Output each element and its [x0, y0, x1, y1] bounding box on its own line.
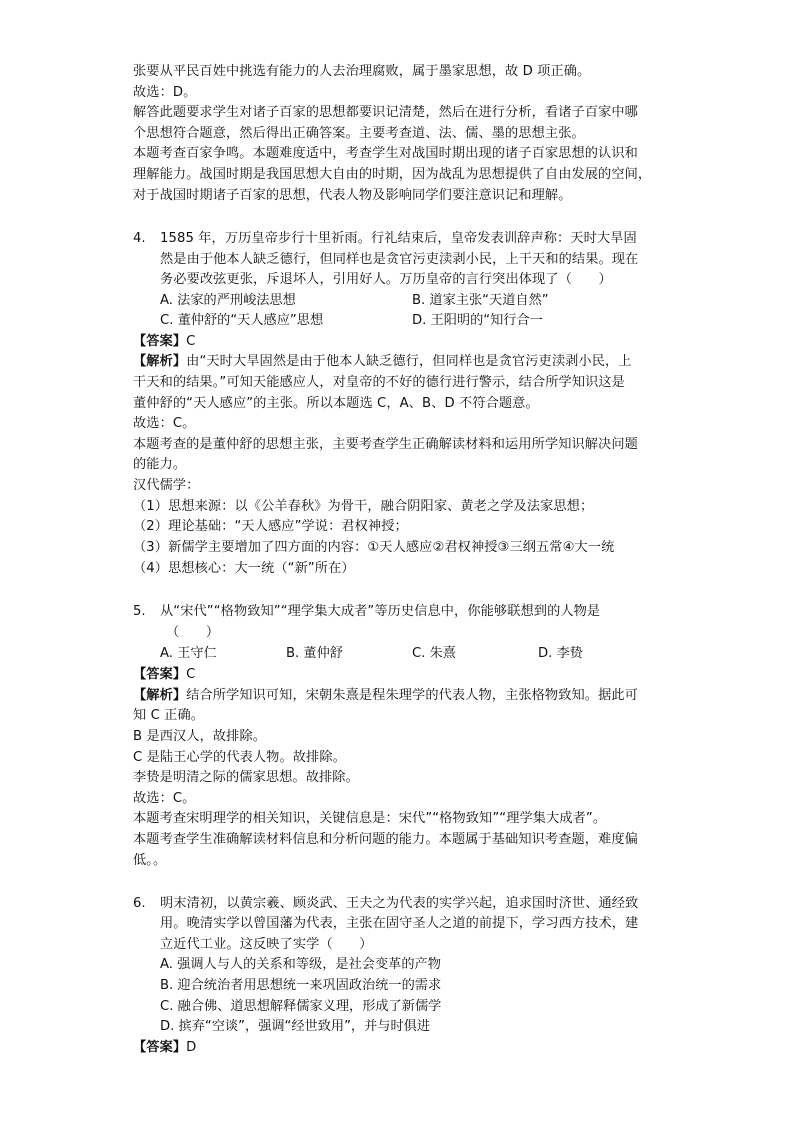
text-line: （4）思想核心：大一统（“新”所在）	[133, 561, 355, 576]
option-d: D. 摈弃“空谈”，强调“经世致用”，并与时俱进	[160, 1019, 431, 1034]
option-d: D. 王阳明的“知行合一	[412, 313, 543, 328]
question-stem: 明末清初，以黄宗羲、顾炎武、王夫之为代表的实学兴起，追求国时济世、通经致	[160, 896, 639, 911]
option-a: A. 法家的严刑峻法思想	[160, 293, 296, 308]
question-stem: （ ）	[166, 625, 220, 640]
question-number: 6.	[133, 896, 146, 911]
question-stem: 立近代工业。这反映了实学（ ）	[160, 937, 373, 952]
answer-line	[133, 332, 195, 352]
question-number: 4.	[133, 231, 146, 246]
text-line: 李贽是明清之际的儒家思想。故排除。	[133, 770, 359, 785]
analysis-line	[133, 686, 638, 706]
question-number: 5.	[133, 604, 146, 619]
option-b: B. 董仲舒	[286, 646, 343, 661]
text-line: 汉代儒学：	[133, 478, 200, 493]
question-stem: 从“宋代”“格物致知”“理学集大成者”等历史信息中，你能够联想到的人物是	[160, 604, 601, 619]
question-stem: 1585 年，万历皇帝步行十里祈雨。行礼结束后，皇帝发表训辞声称：天时大旱固	[160, 231, 637, 246]
answer-tag: 【答案】	[133, 667, 187, 682]
text-line: 理解能力。战国时期是我国思想大自由的时期，因为战乱为思想提供了自由发展的空间，	[133, 167, 652, 182]
text-line: 个思想符合题意，然后得出正确答案。主要考查道、法、儒、墨的思想主张。	[133, 126, 585, 141]
text-line: 故选：C。	[133, 416, 196, 431]
text-line: 解答此题要求学生对诸子百家的思想都要识记清楚，然后在进行分析，看诸子百家中哪	[133, 105, 638, 120]
option-a: A. 王守仁	[160, 646, 217, 661]
answer-tag: 【答案】	[133, 1040, 187, 1055]
text-line: 本题考查的是董仲舒的思想主张，主要考查学生正确解读材料和运用所学知识解决问题	[133, 437, 638, 452]
analysis-line	[133, 352, 632, 372]
text-line: 张要从平民百姓中挑选有能力的人去治理腐败，属于墨家思想，故 D 项正确。	[133, 64, 591, 79]
text-line: 本题考查宋明理学的相关知识，关键信息是：宋代”“格物致知”“理学集大成者”。	[133, 811, 607, 826]
answer-line	[133, 665, 195, 685]
answer-value: C	[186, 667, 196, 682]
text-line: 的能力。	[133, 457, 187, 472]
text-line: 低。。	[133, 853, 167, 868]
analysis-text: 由“天时大旱固然是由于他本人缺乏德行，但同样也是贪官污吏渎剥小民，上	[186, 354, 632, 369]
text-line: （1）思想来源：以《公羊春秋》为骨干，融合阴阳家、黄老之学及法家思想；	[133, 499, 594, 514]
option-a: A. 强调人与人的关系和等级，是社会变革的产物	[160, 957, 441, 972]
analysis-tag: 【解析】	[133, 688, 187, 703]
text-line: C 是陆王心学的代表人物。故排除。	[133, 750, 346, 765]
text-line: 知 C 正确。	[133, 708, 205, 723]
option-c: C. 董仲舒的“天人感应”思想	[160, 313, 324, 328]
answer-value: D	[186, 1040, 197, 1055]
text-line: （3）新儒学主要增加了四方面的内容：①天人感应②君权神授③三纲五常④大一统	[133, 540, 615, 555]
option-b: B. 迎合统治者用思想统一来巩固政治统一的需求	[160, 978, 442, 993]
option-c: C. 朱熹	[412, 646, 456, 661]
analysis-tag: 【解析】	[133, 354, 187, 369]
answer-value: C	[186, 334, 196, 349]
text-line: B 是西汉人，故排除。	[133, 729, 267, 744]
text-line: 本题考查百家争鸣。本题难度适中，考查学生对战国时期出现的诸子百家思想的认识和	[133, 146, 638, 161]
question-stem: 用。晚清实学以曾国藩为代表，主张在固守圣人之道的前提下，学习西方技术，建	[160, 916, 639, 931]
text-line: 对于战国时期诸子百家的思想，代表人物及影响同学们要注意识记和理解。	[133, 188, 572, 203]
question-stem: 然是由于他本人缺乏德行，但同样也是贪官污吏渎剥小民，上干天和的结果。现在	[160, 252, 639, 267]
answer-line	[133, 1038, 196, 1058]
option-c: C. 融合佛、道思想解释儒家义理，形成了新儒学	[160, 999, 442, 1014]
text-line: 故选：D。	[133, 85, 197, 100]
question-stem: 务必要改弦更张，斥退坏人，引用好人。万历皇帝的言行突出体现了（ ）	[160, 272, 612, 287]
text-line: 故选：C。	[133, 791, 196, 806]
text-line: （2）理论基础：“天人感应”学说：君权神授；	[133, 519, 408, 534]
text-line: 本题考查学生准确解读材料信息和分析问题的能力。本题属于基础知识考查题，难度偏	[133, 832, 638, 847]
text-line: 董仲舒的“天人感应”的主张。所以本题选 C，A、B、D 不符合题意。	[133, 396, 539, 411]
option-b: B. 道家主张“天道自然”	[412, 293, 549, 308]
option-d: D. 李贽	[538, 646, 583, 661]
text-line: 干天和的结果。”可知天能感应人，对皇帝的不好的德行进行警示，结合所学知识这是	[133, 375, 625, 390]
answer-tag: 【答案】	[133, 334, 187, 349]
analysis-text: 结合所学知识可知，宋朝朱熹是程朱理学的代表人物，主张格物致知。据此可	[186, 688, 638, 703]
